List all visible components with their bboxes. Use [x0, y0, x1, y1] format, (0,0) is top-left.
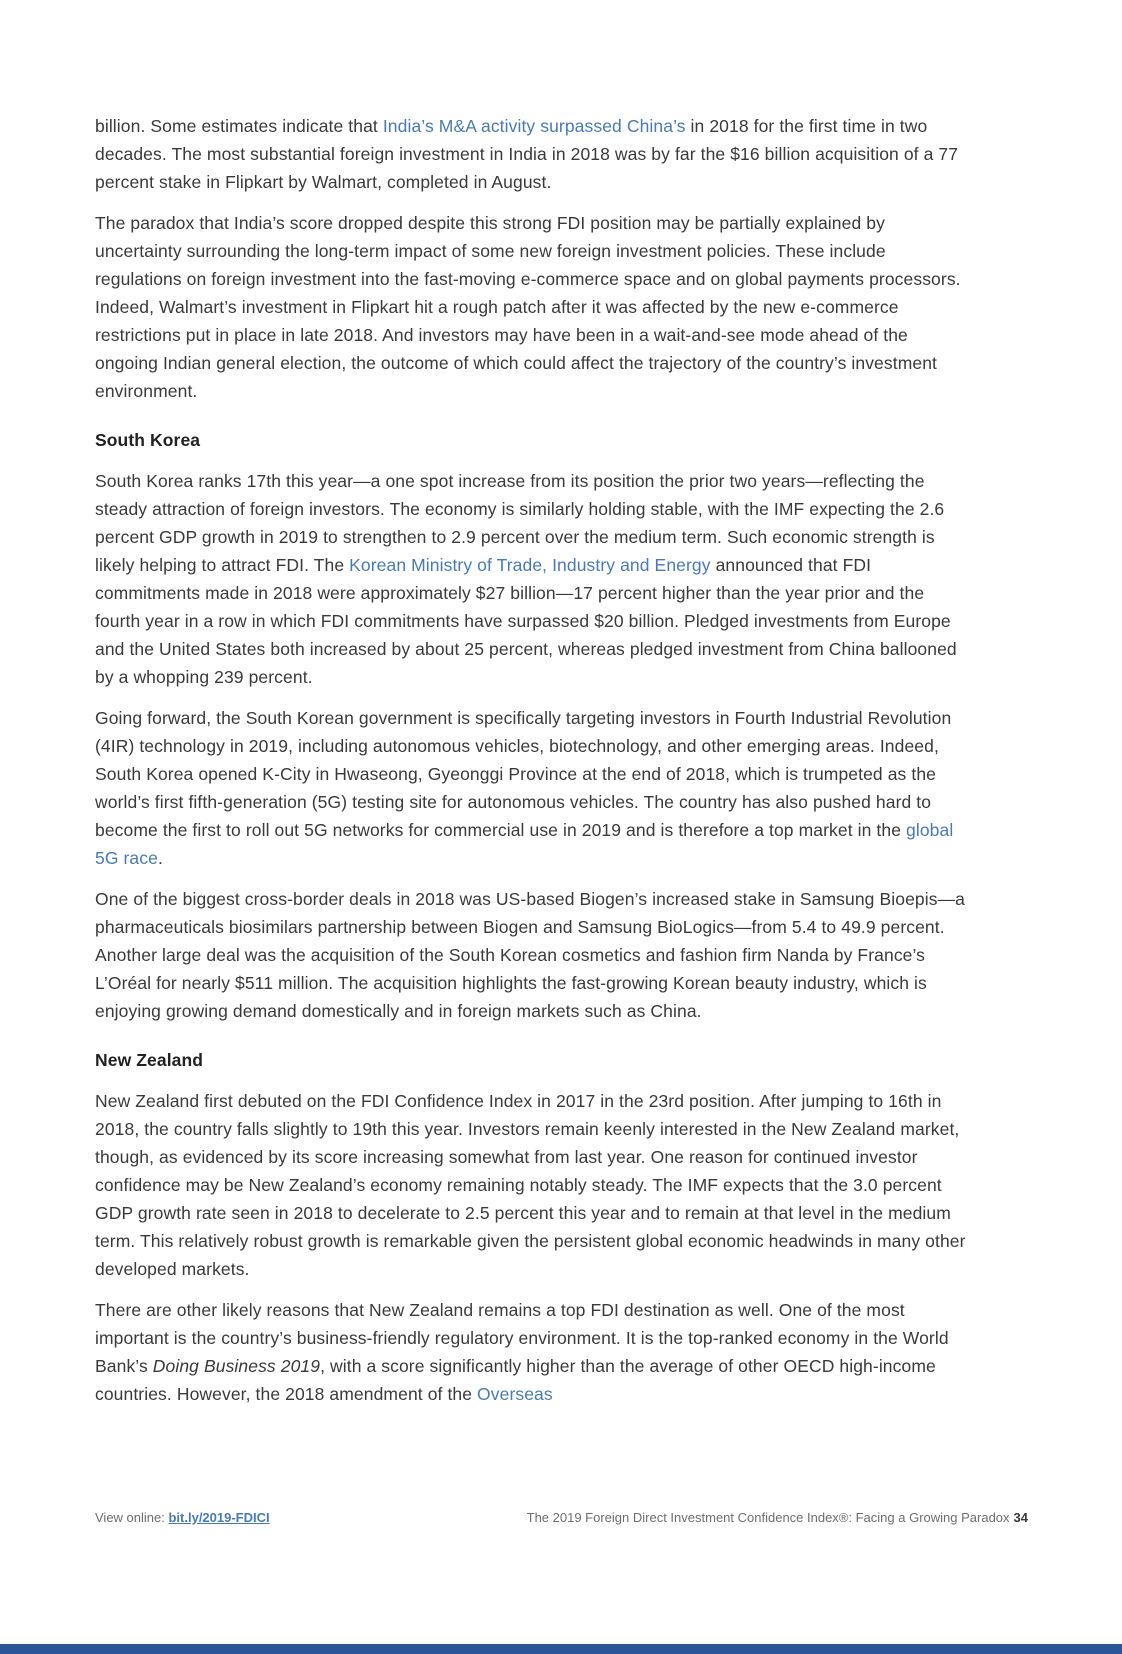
- document-content: [95, 112, 973, 1421]
- section-heading: New Zealand: [95, 1050, 204, 1070]
- text-run: .: [157, 848, 163, 868]
- footer-report-title: [527, 1510, 1028, 1525]
- paragraph: [95, 467, 973, 691]
- text-run: in 2018 for the first time in two decades. The most substantial foreign investment in India in 2018 was by far the $16 billion acquisition of a 77 percent stake in Flipkart by Walmart, completed in August.: [95, 116, 959, 192]
- text-run: New Zealand first debuted on the FDI Confidence Index in 2017 in the 23rd position. After jumping to 16th in 2018, the country falls slightly to 19th this year. Investors remain keenly interested in the New Zealand market, though, as evidenced by its score increasing somewhat from last year. One reason for continued investor confidence may be New Zealand’s economy remaining notably steady. The IMF expects that the 3.0 percent GDP growth rate seen in 2018 to decelerate to 2.5 percent this year and to remain at that level in the medium term. This relatively robust growth is remarkable given the persistent global economic headwinds in many other developed markets.: [95, 1091, 966, 1279]
- report-title-text: The 2019 Foreign Direct Investment Confidence Index®: Facing a Growing Paradox: [526, 1510, 1010, 1525]
- italic-text: Doing Business 2019: [152, 1356, 321, 1376]
- page-footer: [95, 1510, 1028, 1525]
- paragraph: [95, 209, 973, 405]
- text-run: , with a score significantly higher than the average of other OECD high-income countries. However, the 2018 amendment of the: [95, 1356, 936, 1404]
- paragraph: [95, 112, 973, 196]
- text-run: Going forward, the South Korean government is specifically targeting investors in Fourth Industrial Revolution (4IR) technology in 2019, including autonomous vehicles, biotechnology, and other emerging areas. Indeed, South Korea opened K-City in Hwaseong, Gyeonggi Province at the end of 2018, which is trumpeted as the world’s first fifth-generation (5G) testing site for autonomous vehicles. The country has also pushed hard to become the first to roll out 5G networks for commercial use in 2019 and is therefore a top market in the: [95, 708, 952, 840]
- paragraph: [95, 1296, 973, 1408]
- page-number: 34: [1013, 1510, 1028, 1525]
- text-run: One of the biggest cross-border deals in 2018 was US-based Biogen’s increased stake in Samsung Bioepis—a pharmaceuticals biosimilars partnership between Biogen and Samsung BioLogics—from 5.4 to 49.9 percent. Another large deal was the acquisition of the South Korean cosmetics and fashion firm Nanda by France’s L’Oréal for nearly $511 million. The acquisition highlights the fast-growing Korean beauty industry, which is enjoying growing demand domestically and in foreign markets such as China.: [95, 889, 966, 1021]
- text-run: The paradox that India’s score dropped despite this strong FDI position may be partially explained by uncertainty surrounding the long-term impact of some new foreign investment policies. These include regulations on foreign investment into the fast-moving e-commerce space and on global payments processors. Indeed, Walmart’s investment in Flipkart hit a rough patch after it was affected by the new e-commerce restrictions put in place in late 2018. And investors may have been in a wait-and-see mode ahead of the ongoing Indian general election, the outcome of which could affect the trajectory of the country’s investment environment.: [95, 213, 961, 401]
- inline-link[interactable]: Korean Ministry of Trade, Industry and Energy: [349, 555, 711, 575]
- view-online-label: View online:: [95, 1510, 169, 1525]
- text-run: billion. Some estimates indicate that: [95, 116, 383, 136]
- paragraph: [95, 1087, 973, 1283]
- text-run: announced that FDI commitments made in 2018 were approximately $27 billion—17 percent higher than the year prior and the fourth year in a row in which FDI commitments have surpassed $20 billion. Pledged investments from Europe and the United States both increased by about 25 percent, whereas pledged investment from China ballooned by a whopping 239 percent.: [95, 555, 957, 687]
- footer-view-online: [95, 1510, 270, 1525]
- inline-link[interactable]: India’s M&A activity surpassed China’s: [382, 116, 686, 136]
- inline-link[interactable]: Overseas: [477, 1384, 553, 1404]
- text-run: South Korea ranks 17th this year—a one spot increase from its position the prior two years—reflecting the steady attraction of foreign investors. The economy is similarly holding stable, with the IMF expecting the 2.6 percent GDP growth in 2019 to strengthen to 2.9 percent over the medium term. Such economic strength is likely helping to attract FDI. The: [95, 471, 945, 575]
- section-heading: South Korea: [95, 430, 201, 450]
- paragraph: [95, 704, 973, 872]
- paragraph: [95, 885, 973, 1025]
- inline-link[interactable]: global 5G race: [95, 820, 954, 868]
- bottom-accent-bar: [0, 1644, 1122, 1654]
- text-run: There are other likely reasons that New Zealand remains a top FDI destination as well. One of the most important is the country’s business-friendly regulatory environment. It is the top-ranked economy in the World Bank’s: [95, 1300, 949, 1376]
- view-online-link[interactable]: bit.ly/2019-FDICI: [168, 1510, 270, 1525]
